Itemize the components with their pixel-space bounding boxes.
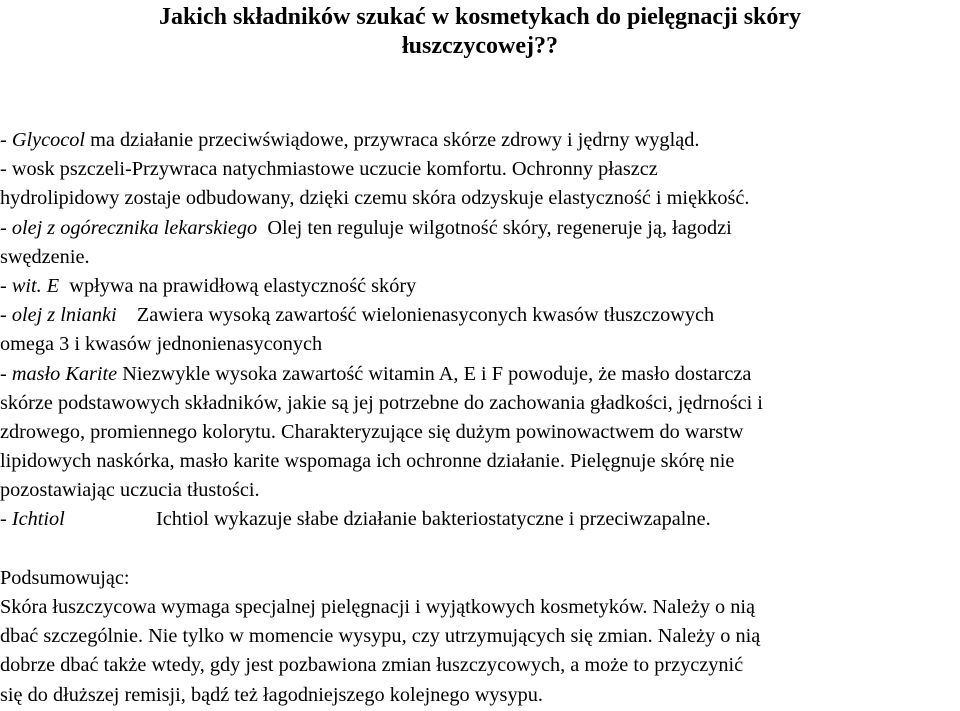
ingredient-beeswax: - wosk pszczeli-Przywraca natychmiastowe uczucie komfortu. Ochronny płaszcz: [0, 158, 658, 181]
text-line: zdrowego, promiennego kolorytu. Charakteryzujące się dużym powinowactwem do warstw: [0, 420, 744, 443]
text-line: lipidowych naskórka, masło karite wspomaga ich ochronne działanie. Pielęgnuje skórę nie: [0, 450, 735, 473]
ingredient-description: Niezwykle wysoka zawartość witamin A, E i F powoduje, że masło dostarcza: [117, 362, 752, 385]
ingredient-name: wit. E: [11, 274, 60, 297]
ingredient-vitamin-e: [0, 272, 960, 301]
text-line: pozostawiając uczucia tłustości.: [0, 479, 260, 502]
ingredient-camelina-oil: [0, 301, 960, 330]
ingredient-name: Glycocol: [11, 129, 86, 151]
paragraph-gap: [0, 535, 960, 564]
summary-line: dbać szczególnie. Nie tylko w momencie wysypu, czy utrzymujących się zmian. Należy o nią: [0, 625, 761, 648]
ingredient-name: - masło Karite: [0, 362, 118, 385]
ingredient-description: wpływa na prawidłową elastyczność skóry: [59, 274, 417, 297]
summary-line: się do dłuższej remisji, bądź też łagodniejszego kolejnego wysypu.: [0, 683, 543, 706]
ingredient-description: Zawiera wysoką zawartość wielonienasyconych kwasów tłuszczowych: [116, 304, 715, 327]
ingredient-glycocol: [0, 126, 960, 155]
ingredient-shea-butter: [0, 360, 960, 389]
text-line: skórze podstawowych składników, jakie są jej potrzebne do zachowania gładkości, jędrności i: [0, 391, 763, 414]
ingredient-name: - Ichtiol: [0, 508, 65, 531]
title-line-1: Jakich składników szukać w kosmetykach do pielęgnacji skóry: [158, 4, 802, 30]
text-line: omega 3 i kwasów jednonienasyconych: [0, 333, 323, 356]
ingredient-borage-oil: [0, 214, 960, 243]
ingredient-name: - olej z ogórecznika lekarskiego: [0, 216, 258, 239]
text-line: swędzenie.: [0, 245, 90, 268]
text-line: hydrolipidowy zostaje odbudowany, dzięki czemu skóra odzyskuje elastyczność i miękkość.: [0, 187, 750, 210]
summary-line: Skóra łuszczycowa wymaga specjalnej pielęgnacji i wyjątkowych kosmetyków. Należy o nią: [0, 596, 756, 618]
ingredient-name: - olej z lnianki: [0, 304, 117, 327]
ingredient-description: ma działanie przeciwświądowe, przywraca skórze zdrowy i jędrny wygląd.: [85, 129, 700, 151]
summary-line: dobrze dbać także wtedy, gdy jest pozbawiona zmian łuszczycowych, a może to przyczynić: [0, 654, 744, 677]
title-line-2: łuszczycowej??: [402, 33, 558, 60]
summary-heading: Podsumowując:: [0, 566, 130, 589]
list-dash: -: [0, 129, 12, 151]
document-body: [0, 126, 960, 710]
ingredient-description: Olej ten reguluje wilgotność skóry, regeneruje ją, łagodzi: [257, 216, 732, 239]
list-dash: -: [0, 274, 12, 297]
ingredient-description: Ichtiol wykazuje słabe działanie bakteriostatyczne i przeciwzapalne.: [156, 508, 711, 531]
document-title: [0, 2, 960, 60]
ingredient-ichthyol: [0, 505, 960, 534]
